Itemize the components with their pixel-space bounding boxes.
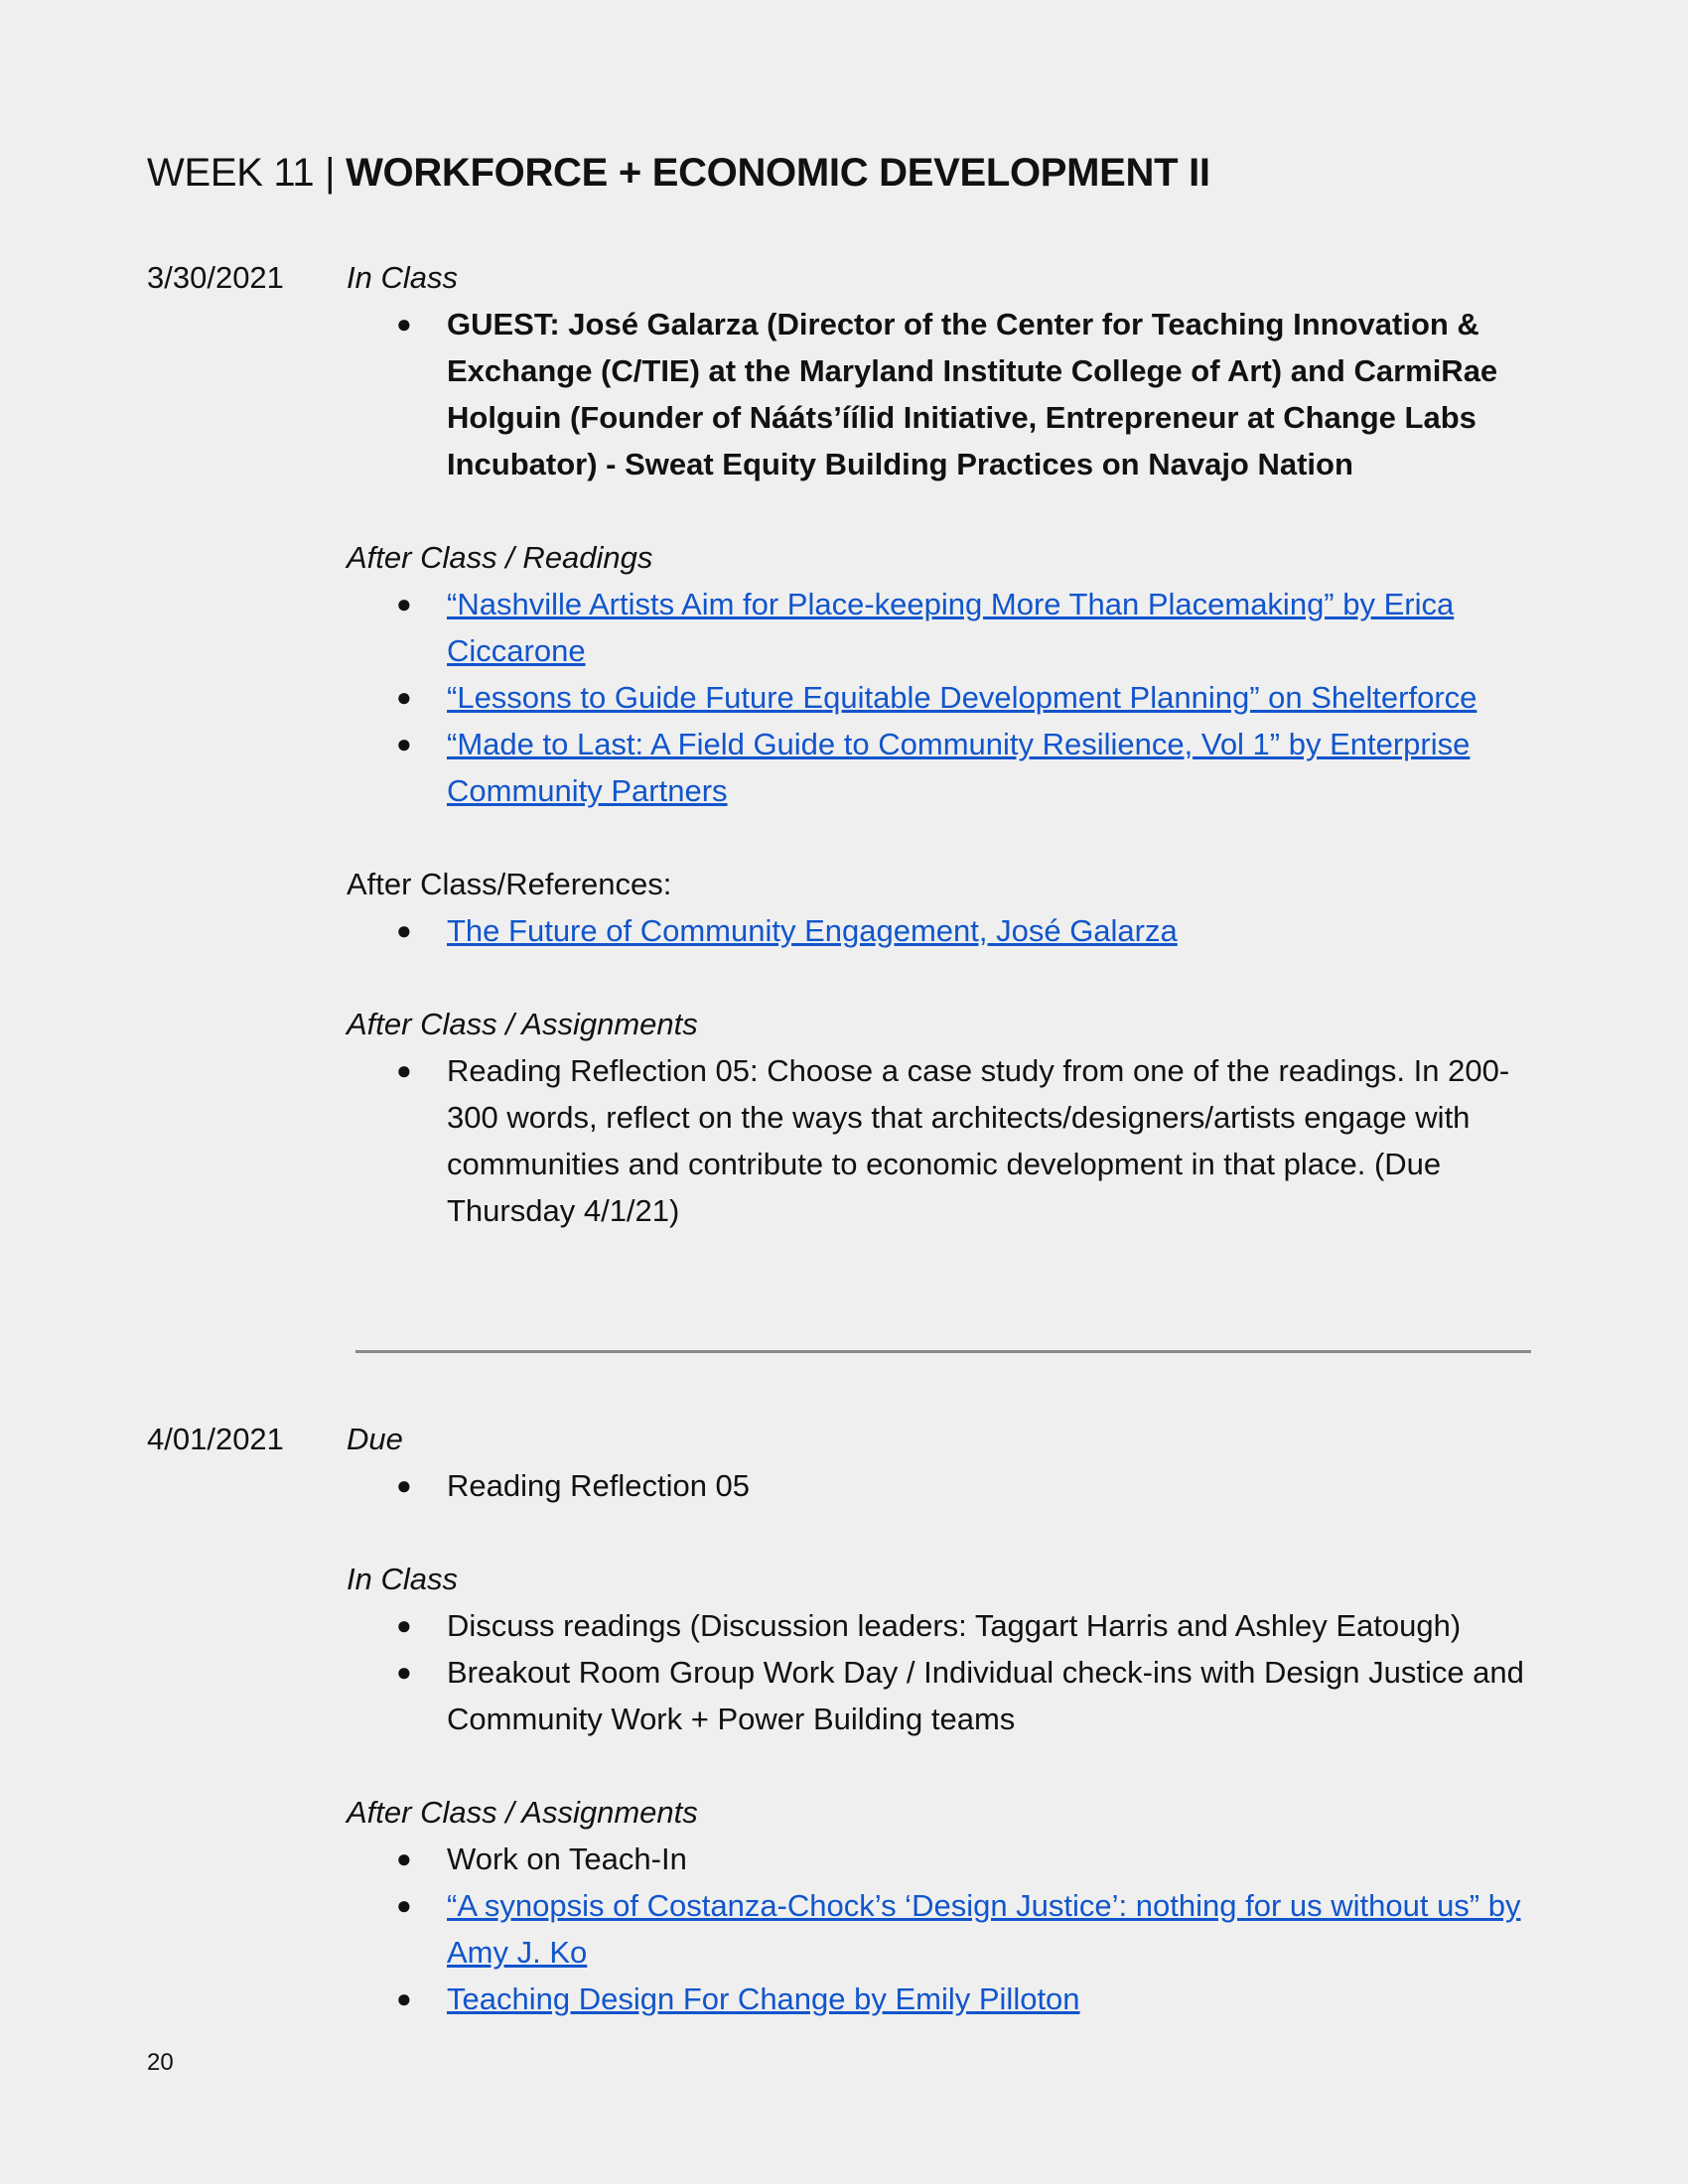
assignments-list (347, 1047, 1548, 1234)
bullet-icon: ● (396, 1843, 412, 1873)
list-item (347, 1976, 1548, 2022)
list-item (347, 1649, 1548, 1742)
bullet-icon: ● (396, 1890, 412, 1920)
readings-list (347, 581, 1548, 814)
bullet-icon: ● (396, 1610, 412, 1640)
section-label: After Class / Assignments (347, 1795, 698, 1830)
references-list (347, 907, 1548, 954)
in-class-list (347, 301, 1548, 487)
assignment-link[interactable]: “A synopsis of Costanza-Chock’s ‘Design Justice’: nothing for us without us” by Amy J. Ko (447, 1888, 1521, 1970)
due-text: Reading Reflection 05 (447, 1468, 751, 1503)
session-2-content (347, 1416, 1548, 2022)
section-label: In Class (347, 260, 458, 295)
week-label: WEEK 11 | (147, 151, 347, 195)
list-item (347, 1602, 1548, 1649)
bullet-icon: ● (396, 589, 412, 618)
bullet-icon: ● (396, 682, 412, 712)
section-label: After Class/References: (347, 867, 672, 901)
list-item (347, 1462, 1548, 1509)
section-label: In Class (347, 1562, 458, 1596)
session-date: 4/01/2021 (147, 1422, 284, 1456)
list-item (347, 1882, 1548, 1976)
assignments-list (347, 1836, 1548, 2022)
reading-link[interactable]: “Made to Last: A Field Guide to Community Resilience, Vol 1” by Enterprise Community Partners (447, 727, 1471, 808)
reference-link[interactable]: The Future of Community Engagement, José Galarza (447, 913, 1178, 948)
in-class-text: Breakout Room Group Work Day / Individual check-ins with Design Justice and Community Work + Power Building teams (447, 1655, 1524, 1736)
assignment-text: Work on Teach-In (447, 1842, 687, 1876)
assignment-link[interactable]: Teaching Design For Change by Emily Pilloton (447, 1981, 1080, 2016)
list-item (347, 721, 1548, 814)
bullet-icon: ● (396, 915, 412, 945)
reading-link[interactable]: “Lessons to Guide Future Equitable Development Planning” on Shelterforce (447, 680, 1477, 715)
bullet-icon: ● (396, 1470, 412, 1500)
list-item (347, 907, 1548, 954)
section-divider (355, 1350, 1531, 1353)
due-list (347, 1462, 1548, 1509)
list-item (347, 1836, 1548, 1882)
guest-description: GUEST: José Galarza (Director of the Center for Teaching Innovation & Exchange (C/TIE) at the Maryland Institute College of Art) and CarmiRae Holguin (Founder of Náátsʼíílid Initiative, Entrepreneur at Change Labs Incubator) - Sweat Equity Building Practices on Navajo Nation (447, 307, 1498, 481)
session-1-content (347, 254, 1548, 1234)
section-label: Due (347, 1422, 403, 1456)
section-label: After Class / Readings (347, 540, 653, 575)
in-class-text: Discuss readings (Discussion leaders: Taggart Harris and Ashley Eatough) (447, 1608, 1462, 1643)
bullet-icon: ● (396, 1983, 412, 2013)
session-date: 3/30/2021 (147, 260, 284, 295)
in-class-list (347, 1602, 1548, 1742)
reading-link[interactable]: “Nashville Artists Aim for Place-keeping More Than Placemaking” by Erica Ciccarone (447, 587, 1455, 668)
bullet-icon: ● (396, 1657, 412, 1687)
assignment-text: Reading Reflection 05: Choose a case study from one of the readings. In 200-300 words, reflect on the ways that architects/designers/artists engage with communities and contribute to economic development in that place. (Due Thursday 4/1/21) (447, 1053, 1510, 1228)
list-item (347, 581, 1548, 674)
bullet-icon: ● (396, 309, 412, 339)
list-item (347, 301, 1548, 487)
list-item (347, 1047, 1548, 1234)
bullet-icon: ● (396, 729, 412, 758)
page-number: 20 (147, 2049, 174, 2076)
list-item (347, 674, 1548, 721)
page-heading (147, 151, 1210, 196)
week-title: WORKFORCE + ECONOMIC DEVELOPMENT II (346, 151, 1210, 195)
section-label: After Class / Assignments (347, 1007, 698, 1041)
bullet-icon: ● (396, 1055, 412, 1085)
